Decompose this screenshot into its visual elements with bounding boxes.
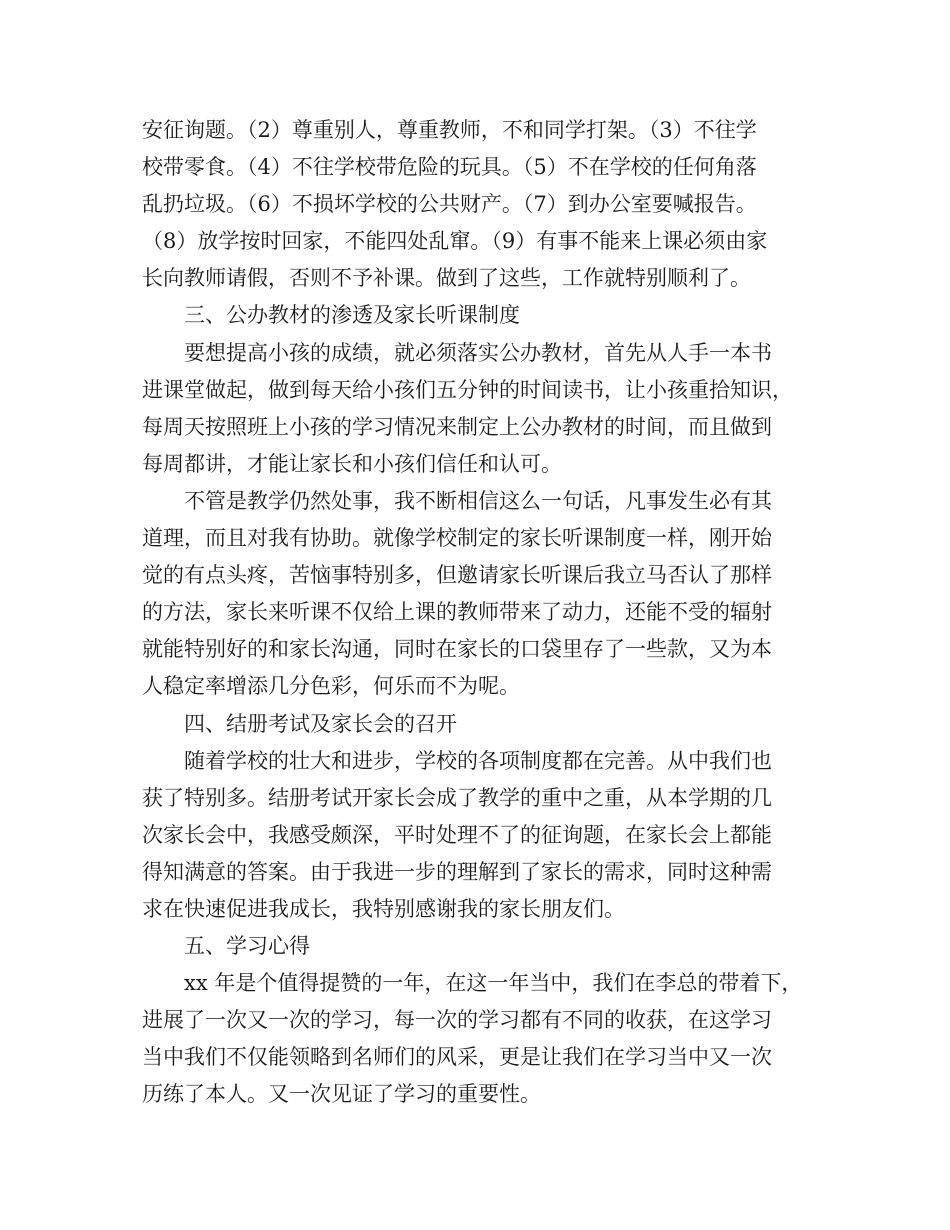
document-body <box>142 112 814 1114</box>
text-line: 长向教师请假，否则不予补课。做到了这些，工作就特别顺利了。 <box>142 266 751 291</box>
text-line: 乱扔垃圾。（6）不损坏学校的公共财产。（7）到办公室要喊报告。 <box>142 192 757 217</box>
text-line: 四、结册考试及家长会的召开 <box>184 711 457 736</box>
text-line: 求在快速促进我成长，我特别感谢我的家长朋友们。 <box>142 896 625 921</box>
text-line: 历练了本人。又一次见证了学习的重要性。 <box>142 1082 541 1107</box>
text-line: 觉的有点头疼，苦恼事特别多，但邀请家长听课后我立马否认了那样 <box>142 563 772 588</box>
text-line: 的方法，家长来听课不仅给上课的教师带来了动力，还能不受的辐射 <box>142 600 772 625</box>
text-line: 校带零食。（4）不往学校带危险的玩具。（5）不在学校的任何角落 <box>142 155 757 180</box>
text-line: 不管是教学仍然处事，我不断相信这么一句话，凡事发生必有其 <box>184 488 772 513</box>
text-line: 次家长会中，我感受颇深，平时处理不了的征询题，在家长会上都能 <box>142 822 772 847</box>
text-line: 进展了一次又一次的学习，每一次的学习都有不同的收获，在这学习 <box>142 1008 772 1033</box>
text-line: 五、学习心得 <box>184 934 310 959</box>
text-line: 获了特别多。结册考试开家长会成了教学的重中之重，从本学期的几 <box>142 785 772 810</box>
text-line: 安征询题。（2）尊重别人，尊重教师，不和同学打架。（3）不往学 <box>142 118 757 142</box>
text-line: 每周都讲，才能让家长和小孩们信任和认可。 <box>142 451 562 476</box>
text-line: 随着学校的壮大和进步，学校的各项制度都在完善。从中我们也 <box>184 748 772 773</box>
text-line: 人稳定率增添几分色彩，何乐而不为呢。 <box>142 674 520 699</box>
text-line: （8）放学按时回家，不能四处乱窜。（9）有事不能来上课必须由家 <box>142 229 768 254</box>
text-line: 当中我们不仅能领略到名师们的风采，更是让我们在学习当中又一次 <box>142 1045 772 1070</box>
text-line: 要想提高小孩的成绩，就必须落实公办教材，首先从人手一本书 <box>184 340 772 365</box>
text-line: 每周天按照班上小孩的学习情况来制定上公办教材的时间，而且做到 <box>142 414 772 439</box>
text-line: 进课堂做起，做到每天给小孩们五分钟的时间读书，让小孩重拾知识， <box>142 377 793 402</box>
text-line: 就能特别好的和家长沟通，同时在家长的口袋里存了一些款，又为本 <box>142 637 772 662</box>
text-line: xx 年是个值得提赞的一年，在这一年当中，我们在李总的带着下， <box>184 971 803 996</box>
text-line: 三、公办教材的渗透及家长听课制度 <box>184 303 520 328</box>
text-line: 得知满意的答案。由于我进一步的理解到了家长的需求，同时这种需 <box>142 859 772 884</box>
text-line: 道理，而且对我有协助。就像学校制定的家长听课制度一样，刚开始 <box>142 526 772 551</box>
